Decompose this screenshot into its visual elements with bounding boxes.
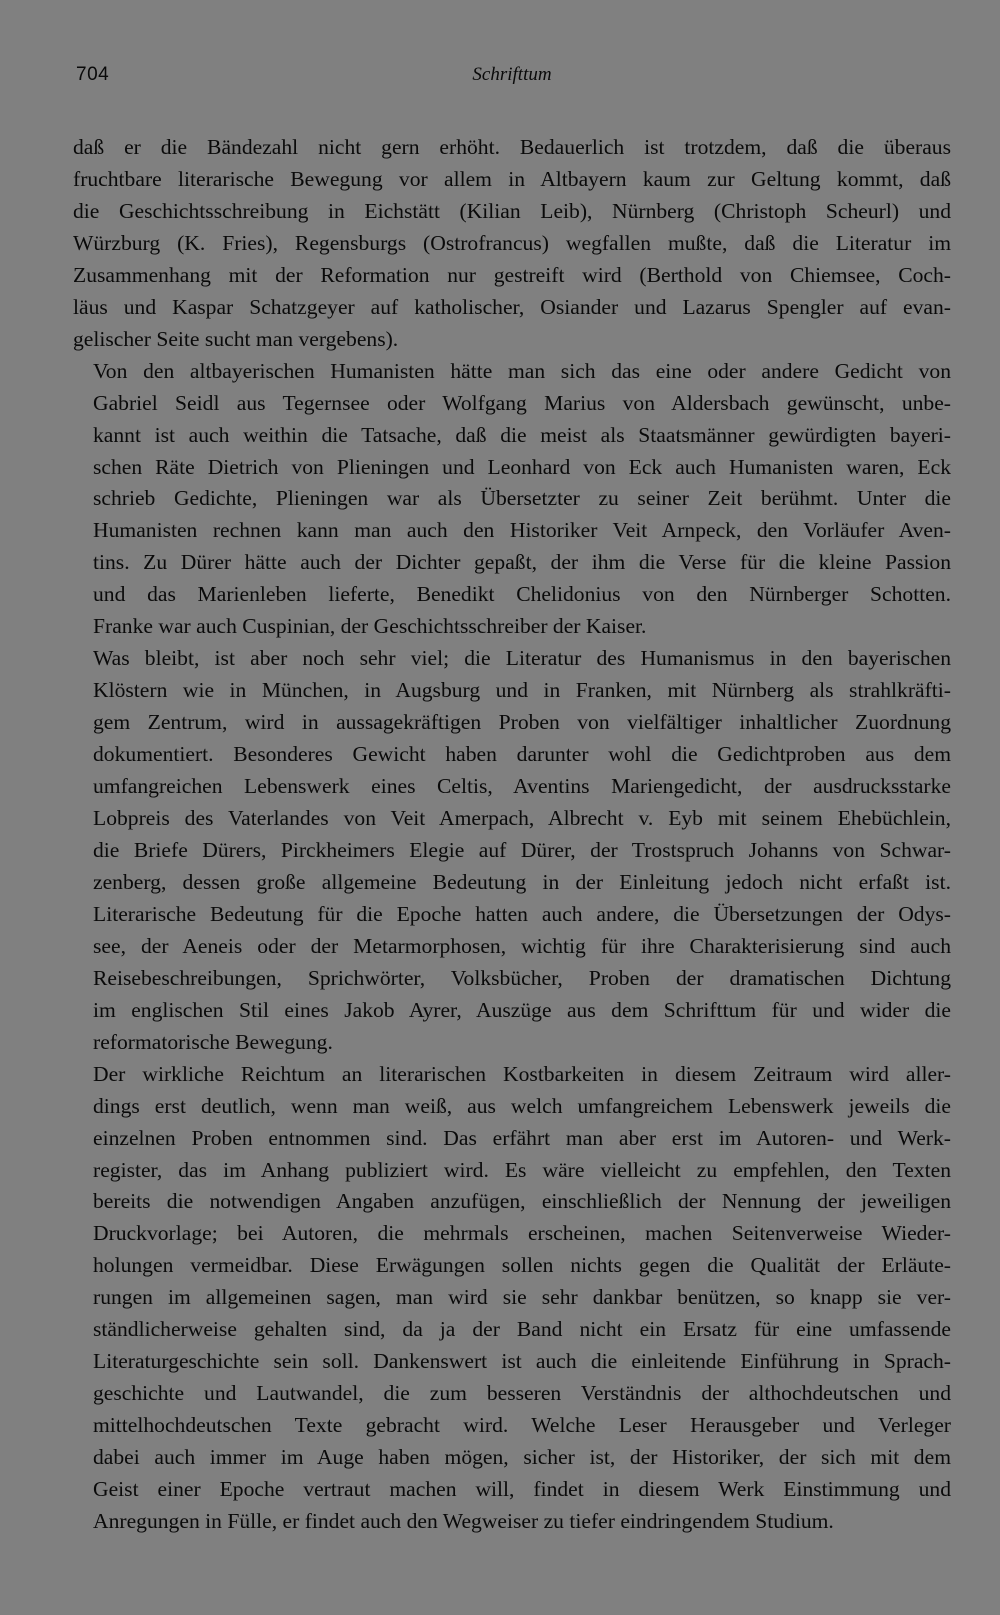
text-line: läus und Kaspar Schatzgeyer auf katholischer, Osiander und Lazarus Spengler auf evan- (73, 294, 951, 319)
text-line: die Geschichtsschreibung in Eichstätt (Kilian Leib), Nürnberg (Christoph Scheurl) und (73, 198, 951, 223)
text-line: einzelnen Proben entnommen sind. Das erfährt man aber erst im Autoren- und Werk- (93, 1125, 951, 1150)
text-line: fruchtbare literarische Bewegung vor allem in Altbayern kaum zur Geltung kommt, daß (73, 166, 951, 191)
text-line: ständlicherweise gehalten sind, da ja der Band nicht ein Ersatz für eine umfassende (93, 1317, 951, 1342)
text-line: Anregungen in Fülle, er findet auch den Wegweiser zu tiefer eindringendem Studium. (93, 1508, 834, 1533)
text-line: Was bleibt, ist aber noch sehr viel; die Literatur des Humanismus in den bayerischen (93, 646, 951, 671)
text-line: Reisebeschreibungen, Sprichwörter, Volksbücher, Proben der dramatischen Dichtung (93, 965, 951, 990)
text-line: Würzburg (K. Fries), Regensburgs (Ostrofrancus) wegfallen mußte, daß die Literatur im (73, 230, 951, 255)
text-line: register, das im Anhang publiziert wird. Es wäre vielleicht zu empfehlen, den Texten (93, 1157, 951, 1182)
text-line: Druckvorlage; bei Autoren, die mehrmals erscheinen, machen Seitenverweise Wieder- (93, 1221, 951, 1246)
text-line: rungen im allgemeinen sagen, man wird sie sehr dankbar benützen, so knapp sie ver- (93, 1285, 951, 1310)
text-line: zenberg, dessen große allgemeine Bedeutung in der Einleitung jedoch nicht erfaßt ist. (93, 869, 951, 894)
paragraph (73, 1059, 951, 1538)
text-line: umfangreichen Lebenswerk eines Celtis, Aventins Mariengedicht, der ausdrucksstarke (93, 774, 951, 799)
body-text (73, 132, 951, 1538)
text-line: kannt ist auch weithin die Tatsache, daß die meist als Staatsmänner gewürdigten bayeri- (93, 422, 951, 447)
text-line: die Briefe Dürers, Pirckheimers Elegie auf Dürer, der Trostspruch Johanns von Schwar- (93, 837, 951, 862)
text-line: geschichte und Lautwandel, die zum besseren Verständnis der althochdeutschen und (93, 1381, 951, 1406)
text-line: und das Marienleben lieferte, Benedikt Chelidonius von den Nürnberger Schotten. (93, 582, 951, 607)
paragraph (73, 356, 951, 644)
page-header (76, 64, 948, 94)
text-line: im englischen Stil eines Jakob Ayrer, Auszüge aus dem Schrifttum für und wider die (93, 997, 951, 1022)
text-line: Von den altbayerischen Humanisten hätte man sich das eine oder andere Gedicht von (93, 358, 951, 383)
text-line: schen Räte Dietrich von Plieningen und Leonhard von Eck auch Humanisten waren, Eck (93, 454, 951, 479)
text-line: gem Zentrum, wird in aussagekräftigen Proben von vielfältiger inhaltlicher Zuordnung (93, 710, 951, 735)
text-line: Literarische Bedeutung für die Epoche hatten auch andere, die Übersetzungen der Odys- (93, 901, 951, 926)
page-number: 704 (76, 64, 110, 85)
text-line: tins. Zu Dürer hätte auch der Dichter gepaßt, der ihm die Verse für die kleine Passion (93, 550, 951, 575)
text-line: dings erst deutlich, wenn man weiß, aus welch umfangreichem Lebenswerk jeweils die (93, 1093, 951, 1118)
text-line: daß er die Bändezahl nicht gern erhöht. Bedauerlich ist trotzdem, daß die überaus (73, 135, 951, 159)
text-line: holungen vermeidbar. Diese Erwägungen sollen nichts gegen die Qualität der Erläute- (93, 1253, 951, 1278)
text-line: dokumentiert. Besonderes Gewicht haben darunter wohl die Gedichtproben aus dem (93, 742, 951, 767)
text-line: Zusammenhang mit der Reformation nur gestreift wird (Berthold von Chiemsee, Coch- (73, 262, 951, 287)
text-line: gelischer Seite sucht man vergebens). (73, 326, 399, 351)
running-head: Schrifttum (472, 64, 552, 85)
text-line: Geist einer Epoche vertraut machen will, findet in diesem Werk Einstimmung und (93, 1477, 951, 1502)
text-line: mittelhochdeutschen Texte gebracht wird. Welche Leser Herausgeber und Verleger (93, 1413, 951, 1438)
text-line: schrieb Gedichte, Plieningen war als Übersetzter zu seiner Zeit berühmt. Unter die (93, 486, 951, 511)
text-line: Klöstern wie in München, in Augsburg und in Franken, mit Nürnberg als strahlkräfti- (93, 678, 951, 703)
paragraph (73, 643, 951, 1058)
text-line: Franke war auch Cuspinian, der Geschichtsschreiber der Kaiser. (93, 614, 647, 639)
text-line: see, der Aeneis oder der Metarmorphosen, wichtig für ihre Charakterisierung sind auch (93, 933, 951, 958)
text-line: dabei auch immer im Auge haben mögen, sicher ist, der Historiker, der sich mit dem (93, 1445, 951, 1470)
text-line: bereits die notwendigen Angaben anzufügen, einschließlich der Nennung der jeweiligen (93, 1189, 951, 1214)
text-line: Humanisten rechnen kann man auch den Historiker Veit Arnpeck, den Vorläufer Aven- (93, 518, 951, 543)
text-line: reformatorische Bewegung. (93, 1029, 333, 1054)
text-line: Lobpreis des Vaterlandes von Veit Amerpach, Albrecht v. Eyb mit seinem Ehebüchlein, (93, 806, 951, 831)
paragraph (73, 132, 951, 356)
text-line: Gabriel Seidl aus Tegernsee oder Wolfgang Marius von Aldersbach gewünscht, unbe- (93, 390, 951, 415)
text-line: Der wirkliche Reichtum an literarischen Kostbarkeiten in diesem Zeitraum wird aller- (93, 1061, 951, 1086)
text-line: Literaturgeschichte sein soll. Dankenswert ist auch die einleitende Einführung in Sprach- (93, 1349, 951, 1374)
